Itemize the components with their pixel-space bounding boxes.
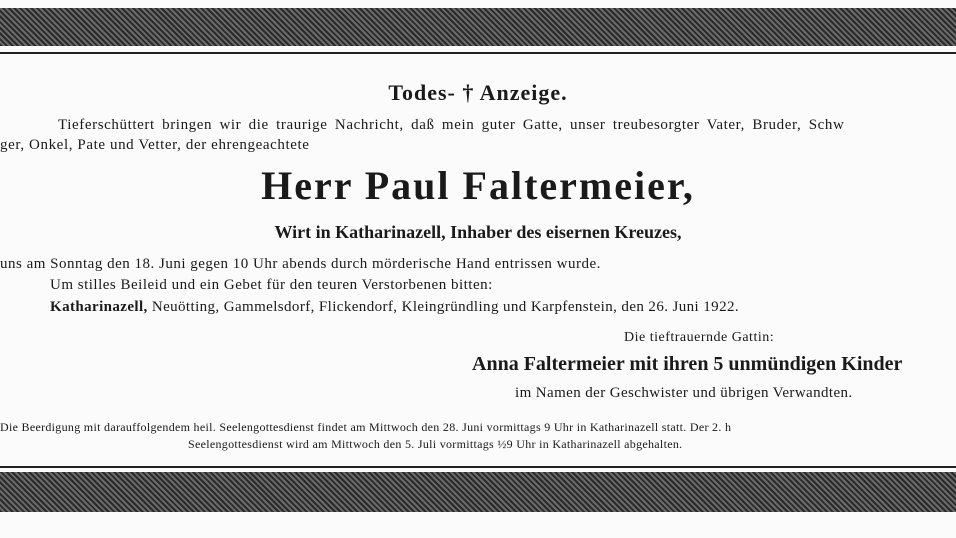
top-border-band bbox=[0, 8, 956, 46]
widow-label: Die tieftrauernde Gattin: bbox=[624, 330, 775, 345]
top-rule bbox=[0, 52, 956, 54]
bottom-border-band bbox=[0, 472, 956, 512]
deceased-subtitle: Wirt in Katharinazell, Inhaber des eisernen Kreuzes, bbox=[274, 222, 682, 242]
condolence-line: Um stilles Beileid und ein Gebet für den teuren Verstorbenen bitten: bbox=[50, 277, 493, 293]
bottom-rule bbox=[0, 466, 956, 468]
funeral-line-2: Seelengottesdienst wird am Mittwoch den 5. Juli vormittags ½9 Uhr in Katharinazell abgehalten. bbox=[188, 437, 683, 451]
notice-title: Todes- † Anzeige. bbox=[388, 80, 568, 105]
relatives-line: im Namen der Geschwister und übrigen Verwandten. bbox=[515, 385, 853, 401]
places-date-line bbox=[50, 299, 739, 316]
intro-line-1: Tieferschüttert bringen wir die traurige Nachricht, daß mein guter Gatte, unser treubesorgter Vater, Bruder, Schw bbox=[58, 117, 845, 133]
places-bold: Katharinazell, bbox=[50, 299, 148, 315]
death-line: uns am Sonntag den 18. Juni gegen 10 Uhr abends durch mörderische Hand entrissen wurde. bbox=[0, 256, 601, 272]
places-rest: Neuötting, Gammelsdorf, Flickendorf, Kleingründling und Karpfenstein, den 26. Juni 1922. bbox=[147, 299, 740, 315]
widow-name: Anna Faltermeier mit ihren 5 unmündigen Kinder bbox=[472, 353, 903, 375]
funeral-line-1: Die Beerdigung mit darauffolgendem heil. Seelengottesdienst findet am Mittwoch den 28. Juni vormittags 9 Uhr in Katharinazell statt. Der 2. h bbox=[0, 420, 732, 434]
deceased-name: Herr Paul Faltermeier, bbox=[261, 163, 695, 208]
intro-line-2: ger, Onkel, Pate und Vetter, der ehrengeachtete bbox=[0, 137, 310, 153]
